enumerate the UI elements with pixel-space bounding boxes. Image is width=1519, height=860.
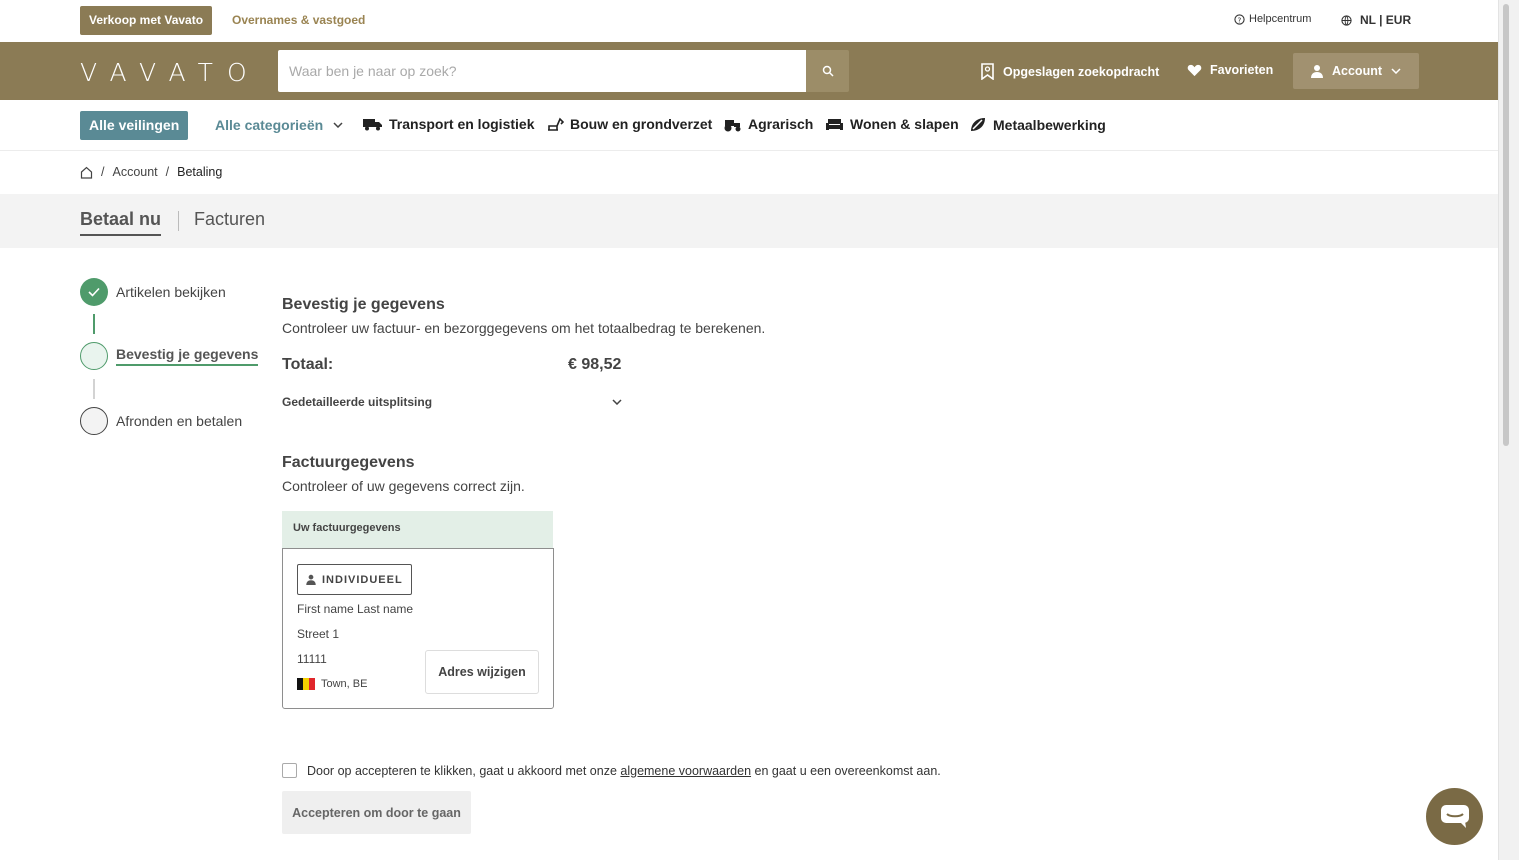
tab-invoices[interactable]: Facturen [194,209,266,229]
all-auctions-button[interactable]: Alle veilingen [80,111,188,140]
search-input[interactable] [278,50,806,92]
language-currency-label: NL | EUR [1360,13,1412,27]
account-menu-button[interactable] [1293,53,1419,89]
terms-acceptance [282,763,941,778]
chevron-down-icon [612,399,622,405]
bookmark-search-icon [980,63,995,80]
globe-icon [1341,15,1352,26]
total-value: € 98,52 [568,356,622,373]
breadcrumb-separator: / [101,165,105,179]
breadcrumb [80,165,222,179]
breakdown-label: Gedetailleerde uitsplitsing [282,395,433,409]
belgium-flag-icon [297,678,315,690]
billing-card-header: Uw factuurgegevens [282,511,553,548]
confirm-title: Bevestig je gegevens [282,296,445,313]
step-confirm-details[interactable] [80,342,258,370]
tab-divider [178,211,179,231]
user-icon [1311,64,1323,78]
category-living[interactable] [825,116,959,132]
category-label: Transport en logistiek [389,116,535,132]
category-construction[interactable] [546,116,712,132]
truck-icon [363,117,383,131]
account-label: Account [1332,64,1382,78]
category-transport[interactable] [363,116,534,132]
step-finish-pay[interactable] [80,407,242,435]
step-connector [93,314,95,334]
chevron-down-icon [333,122,343,128]
check-icon [88,287,100,297]
search-button[interactable] [806,50,849,92]
category-metalwork[interactable] [969,116,1106,133]
step-review-items[interactable] [80,278,226,306]
payment-tabs [0,194,1498,248]
category-label: Bouw en grondverzet [570,116,713,132]
chat-widget-button[interactable] [1426,788,1483,845]
main-header [0,42,1498,100]
step-label: Artikelen bekijken [116,284,226,300]
question-circle-icon [1234,14,1245,25]
terms-suffix: en gaat u een overeenkomst aan. [754,763,941,778]
category-label: Metaalbewerking [993,116,1106,133]
sofa-icon [825,117,844,132]
account-type-badge [297,564,412,595]
chevron-down-icon [1391,68,1401,74]
tractor-icon [723,117,742,132]
sell-with-vavato-button[interactable]: Verkoop met Vavato [80,6,212,35]
step-todo-indicator [80,407,108,435]
user-icon [306,574,316,585]
category-agriculture[interactable] [723,116,813,132]
step-label: Afronden en betalen [116,413,243,429]
language-currency-selector[interactable] [1341,13,1411,27]
total-label: Totaal: [282,356,334,373]
overnames-link[interactable]: Overnames & vastgoed [232,13,366,27]
step-connector [93,379,95,399]
detailed-breakdown-toggle[interactable] [282,395,622,409]
badge-label: INDIVIDUEEL [322,573,403,586]
billing-name: First name Last name [297,602,414,616]
excavator-icon [546,116,564,132]
svg-text:?: ? [1237,14,1242,24]
chat-icon [1440,804,1470,830]
home-icon[interactable] [80,166,93,179]
billing-card [282,548,554,709]
search-icon [822,65,834,77]
saved-search-link[interactable] [980,63,1159,80]
saved-search-label: Opgeslagen zoekopdracht [1003,64,1160,79]
billing-street: Street 1 [297,627,340,641]
scrollbar-thumb[interactable] [1503,4,1509,446]
change-address-button[interactable]: Adres wijzigen [425,650,539,694]
help-center-link[interactable] [1234,13,1311,25]
billing-town [297,678,367,690]
page-scrollbar[interactable] [1498,0,1519,860]
accept-continue-button[interactable]: Accepteren om door te gaan [282,791,471,834]
terms-prefix: Door op accepteren te klikken, gaat u akkoord met onze [307,763,617,778]
billing-subtitle: Controleer of uw gegevens correct zijn. [282,478,525,494]
billing-postal: 11111 [297,652,327,666]
category-nav [0,100,1498,151]
terms-link[interactable]: algemene voorwaarden [620,763,752,778]
confirm-subtitle: Controleer uw factuur- en bezorggegevens om het totaalbedrag te berekenen. [282,320,766,336]
favorites-label: Favorieten [1210,63,1274,77]
step-label: Bevestig je gegevens [116,346,258,366]
breadcrumb-separator: / [165,165,170,179]
step-done-indicator [80,278,108,306]
terms-text [307,764,941,778]
terms-checkbox[interactable] [282,763,297,778]
all-categories-dropdown[interactable] [215,117,343,133]
billing-town-label: Town, BE [321,678,368,690]
metalwork-icon [969,116,987,133]
heart-icon [1187,64,1202,77]
billing-title: Factuurgegevens [282,454,415,471]
all-categories-label: Alle categorieën [215,117,324,133]
vavato-logo[interactable]: VAVATO [80,58,261,87]
help-center-label: Helpcentrum [1249,13,1312,25]
favorites-link[interactable] [1187,63,1273,77]
category-label: Wonen & slapen [850,116,959,132]
breadcrumb-account[interactable]: Account [112,165,158,179]
top-utility-bar [0,0,1498,42]
category-label: Agrarisch [748,116,814,132]
tab-pay-now[interactable]: Betaal nu [80,209,161,236]
breadcrumb-current: Betaling [177,165,223,179]
step-active-indicator [80,342,108,370]
